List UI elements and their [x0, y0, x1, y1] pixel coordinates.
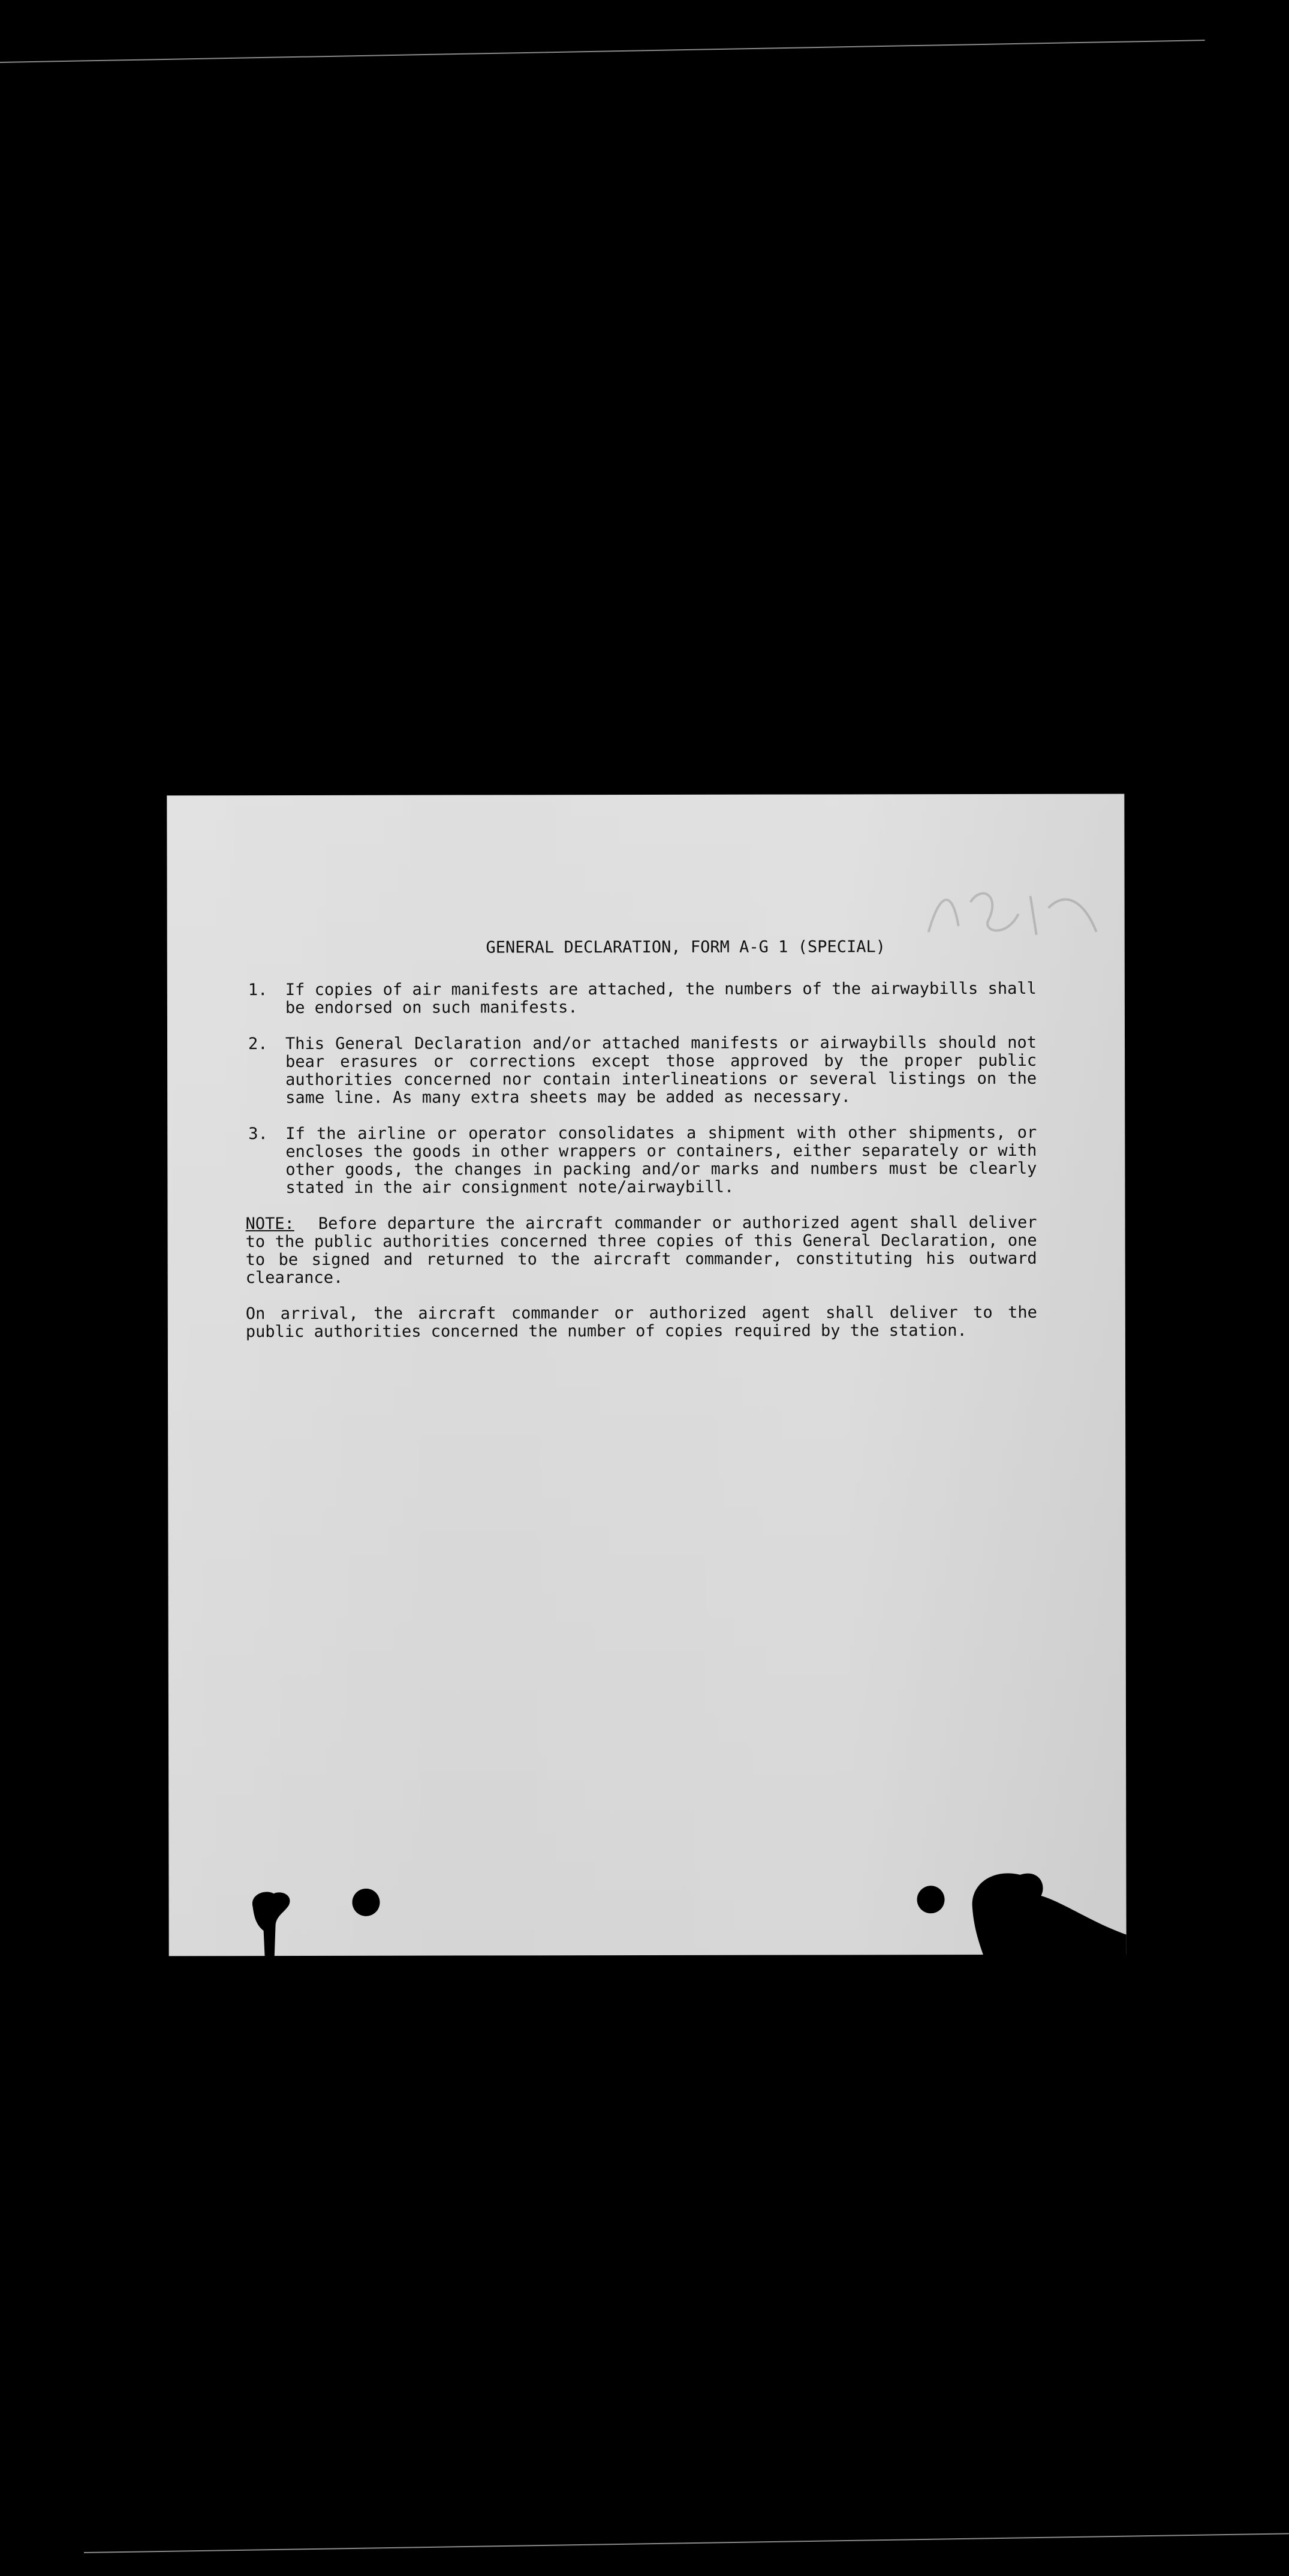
note-label: NOTE: [245, 1215, 294, 1234]
page-title: GENERAL DECLARATION, FORM A-G 1 (SPECIAL) [486, 937, 886, 957]
document-sheet [167, 794, 1126, 1956]
list-item [248, 1124, 1037, 1197]
binding-clip-shadow-right [972, 1869, 1126, 1958]
film-edge-bottom [84, 2533, 1289, 2553]
binding-clip-shadow-left [246, 1889, 294, 1958]
item-text: This General Declaration and/or attached manifests or airwaybills should not bear erasures or corrections except those approved by the proper public authorities concerned nor contain interlineations or several listings on the same line. As many extra sheets may be added as necessary. [285, 1033, 1037, 1108]
film-edge-top [0, 40, 1205, 63]
arrival-paragraph: On arrival, the aircraft commander or authorized agent shall deliver to the public authorities concerned the number of copies required by the station. [245, 1303, 1037, 1342]
item-number: 2. [248, 1035, 268, 1054]
list-item [248, 980, 1037, 1017]
note-text: Before departure the aircraft commander or authorized agent shall deliver to the public authorities concerned three copies of this General Declaration, one to be signed and returned to the aircraft commander, constituting his outward clearance. [245, 1213, 1037, 1288]
item-text: If copies of air manifests are attached, the numbers of the airwaybills shall be endorsed on such manifests. [285, 979, 1037, 1018]
declaration-text-block [245, 938, 1037, 1341]
list-item [248, 1034, 1037, 1107]
note-paragraph [246, 1214, 1037, 1287]
item-number: 1. [248, 981, 268, 1000]
punch-hole-right [917, 1886, 944, 1913]
item-text: If the airline or operator consolidates a shipment with other shipments, or encloses the goods in other wrappers or containers, either separately or with other goods, the changes in packing and/or marks and numbers must be clearly stated in the air consignment note/airwaybill. [285, 1123, 1037, 1198]
punch-hole-left [352, 1889, 380, 1916]
item-number: 3. [248, 1125, 268, 1144]
